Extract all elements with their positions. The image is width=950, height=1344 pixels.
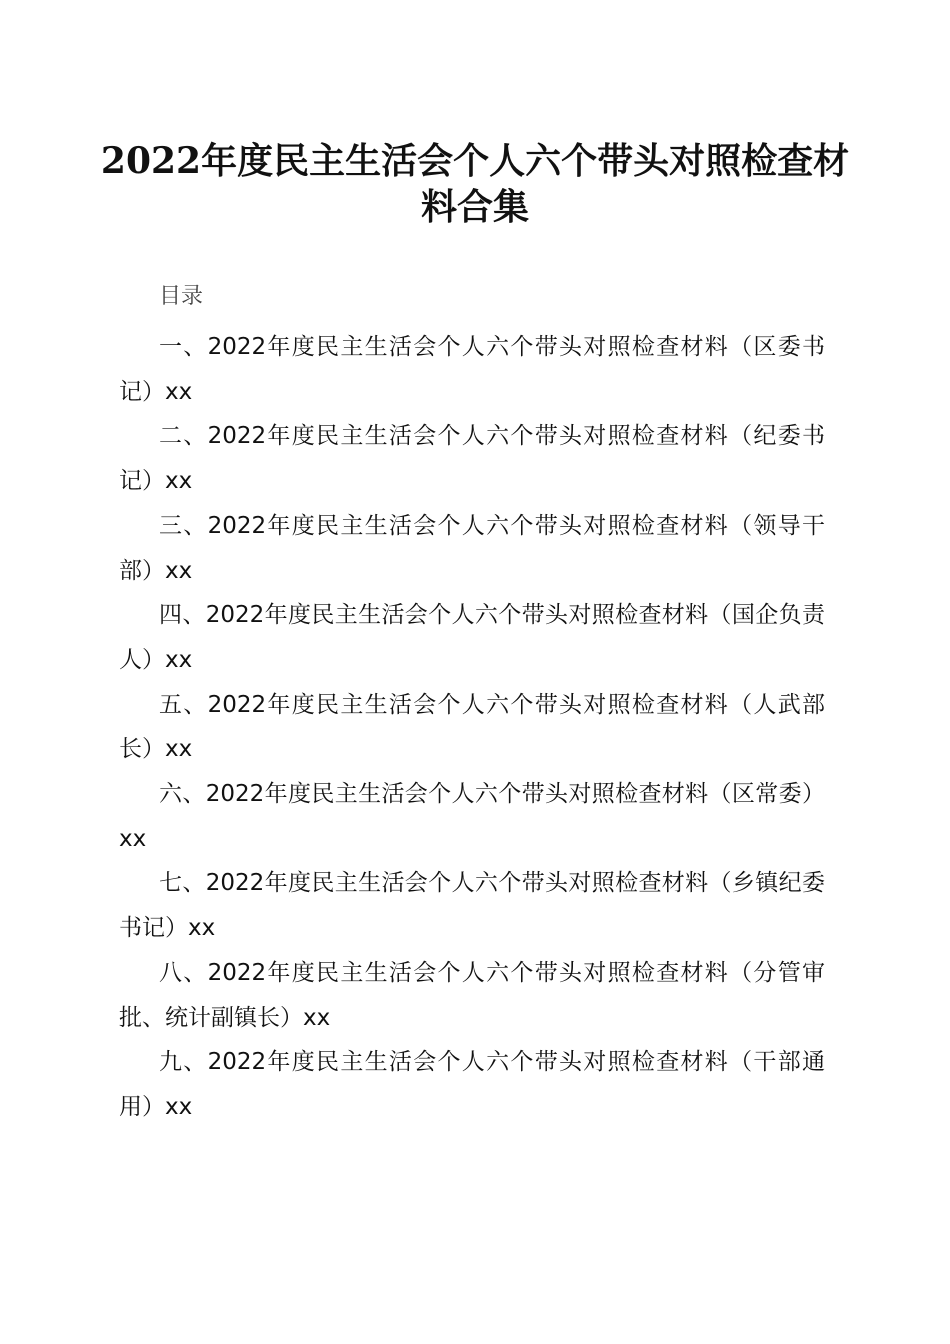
toc-item[interactable]: 三、2022年度民主生活会个人六个带头对照检查材料（领导干部）xx	[119, 512, 825, 584]
toc-item[interactable]: 六、2022年度民主生活会个人六个带头对照检查材料（区常委）xx	[119, 781, 825, 852]
toc-item[interactable]: 二、2022年度民主生活会个人六个带头对照检查材料（纪委书记）xx	[119, 423, 825, 495]
toc-item[interactable]: 五、2022年度民主生活会个人六个带头对照检查材料（人武部长）xx	[119, 691, 825, 763]
toc-item[interactable]: 一、2022年度民主生活会个人六个带头对照检查材料（区委书记）xx	[119, 334, 825, 405]
toc-item[interactable]: 七、2022年度民主生活会个人六个带头对照检查材料（乡镇纪委书记）xx	[119, 870, 825, 942]
toc-item[interactable]: 九、2022年度民主生活会个人六个带头对照检查材料（干部通用）xx	[119, 1049, 825, 1120]
document-title: 2022年度民主生活会个人六个带头对照检查材料合集	[100, 140, 850, 228]
toc-item[interactable]: 八、2022年度民主生活会个人六个带头对照检查材料（分管审批、统计副镇长）xx	[119, 959, 825, 1031]
table-of-contents	[119, 325, 825, 1130]
toc-heading: 目录	[159, 284, 204, 309]
toc-item[interactable]: 四、2022年度民主生活会个人六个带头对照检查材料（国企负责人）xx	[119, 602, 825, 673]
